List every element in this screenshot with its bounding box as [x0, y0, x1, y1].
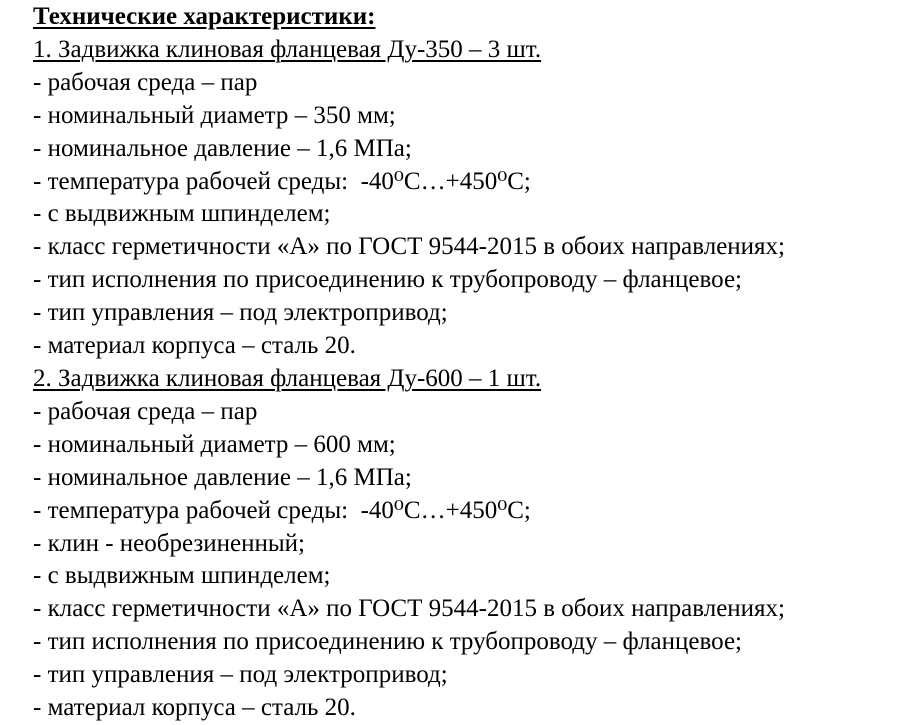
spec-line: - материал корпуса – сталь 20. — [33, 332, 356, 360]
section-1-heading: 1. Задвижка клиновая фланцевая Ду-350 – 3 шт. — [33, 35, 542, 63]
spec-line: - температура рабочей среды: -40⁰С…+450⁰С; — [33, 167, 531, 195]
section-2-heading: 2. Задвижка клиновая фланцевая Ду-600 – 1 шт. — [33, 364, 542, 392]
spec-line: - тип исполнения по присоединению к трубопроводу – фланцевое; — [33, 266, 742, 294]
spec-line: - номинальный диаметр – 350 мм; — [33, 101, 396, 129]
spec-line: - номинальное давление – 1,6 МПа; — [33, 463, 412, 491]
spec-line: - номинальное давление – 1,6 МПа; — [33, 134, 412, 162]
spec-line: - с выдвижным шпинделем; — [33, 200, 331, 228]
document-title: Технические характеристики: — [33, 3, 376, 30]
spec-line: - с выдвижным шпинделем; — [33, 562, 331, 590]
spec-line: - тип управления – под электропривод; — [33, 661, 448, 689]
spec-line: - класс герметичности «А» по ГОСТ 9544-2015 в обоих направлениях; — [33, 233, 785, 261]
spec-line: - температура рабочей среды: -40⁰С…+450⁰С; — [33, 496, 531, 524]
spec-line: - номинальный диаметр – 600 мм; — [33, 430, 396, 458]
spec-line: - клин - необрезиненный; — [33, 529, 305, 557]
spec-line: - тип исполнения по присоединению к трубопроводу – фланцевое; — [33, 628, 742, 656]
spec-line: - рабочая среда – пар — [33, 397, 258, 425]
spec-line: - класс герметичности «А» по ГОСТ 9544-2015 в обоих направлениях; — [33, 595, 785, 623]
spec-line: - рабочая среда – пар — [33, 68, 258, 96]
spec-line: - тип управления – под электропривод; — [33, 299, 448, 327]
spec-line: - материал корпуса – сталь 20. — [33, 694, 356, 722]
